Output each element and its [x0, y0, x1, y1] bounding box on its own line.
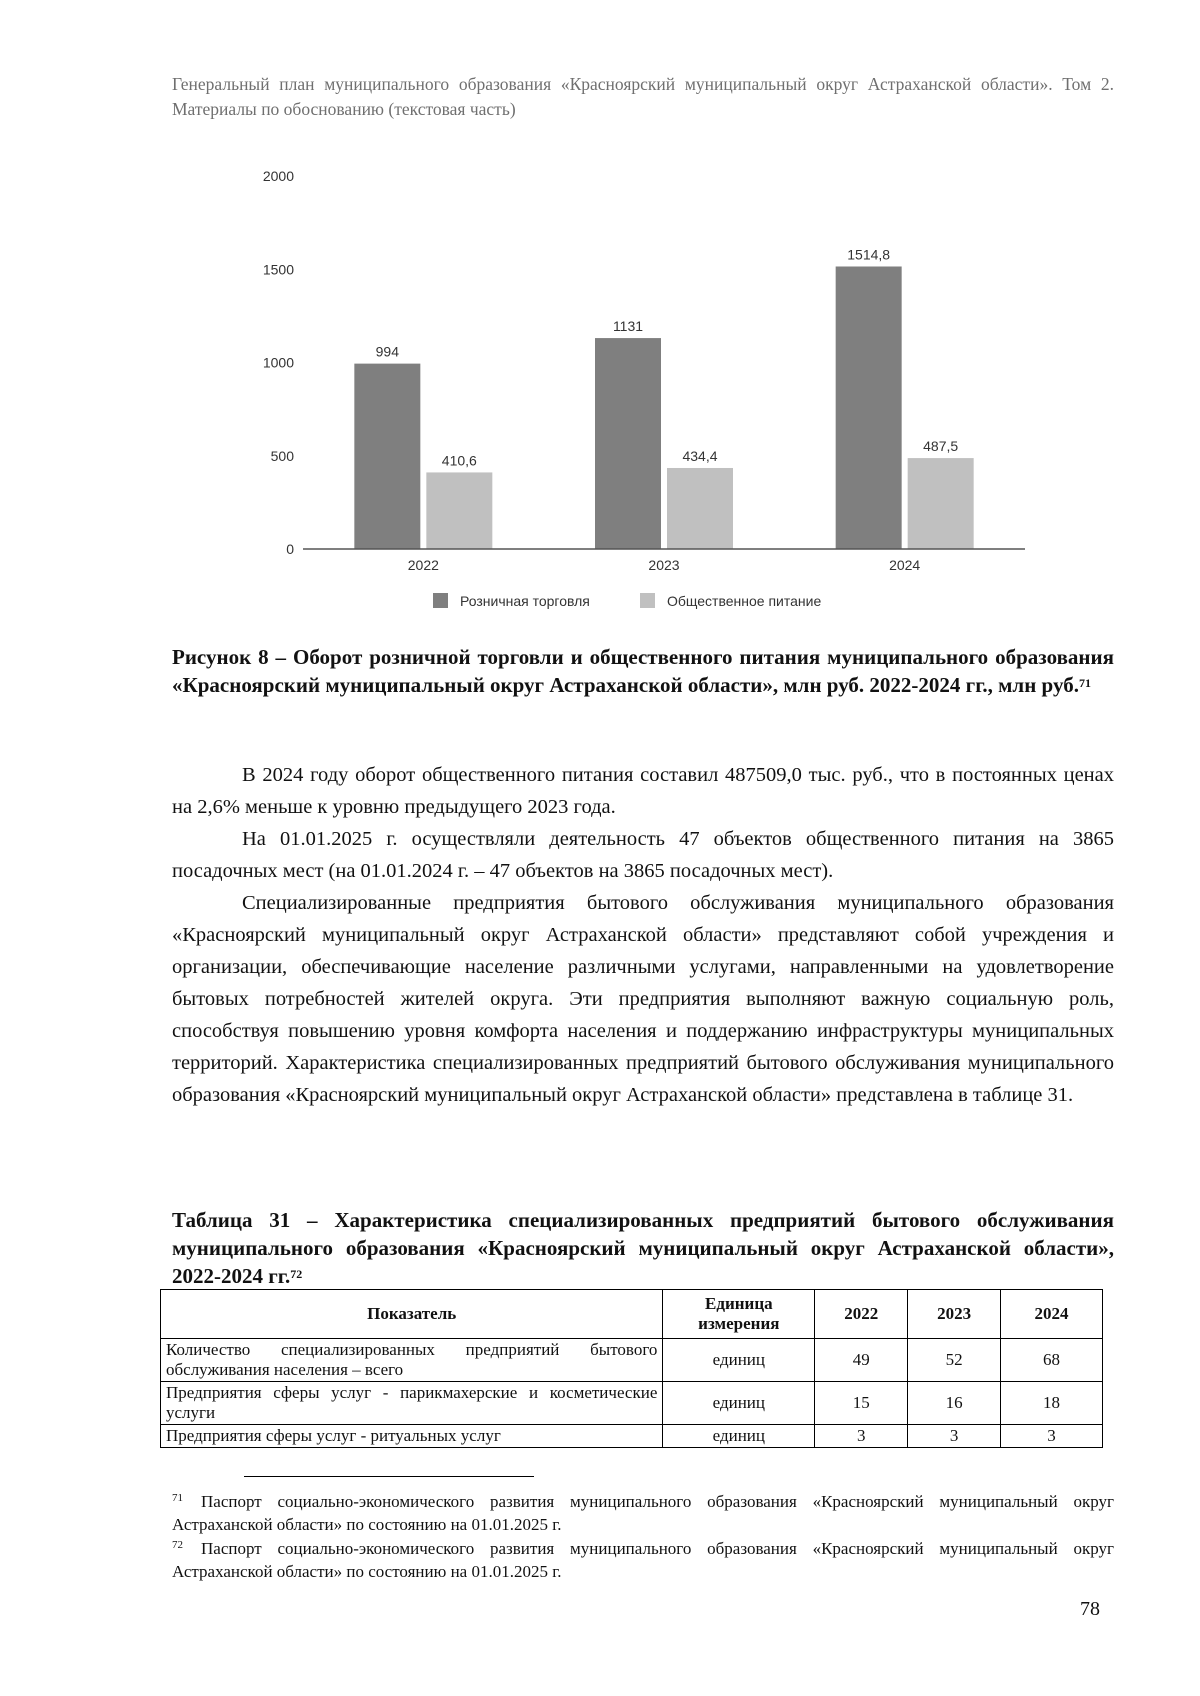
column-header: 2023 — [908, 1290, 1001, 1339]
unit-cell: единиц — [663, 1425, 815, 1448]
footnote — [172, 1490, 1114, 1536]
paragraph: В 2024 году оборот общественного питания составил 487509,0 тыс. руб., что в постоянных ценах на 2,6% меньше к уровню предыдущего 2023 года. — [172, 764, 1114, 818]
value-cell: 3 — [908, 1425, 1001, 1448]
table-caption-text: Таблица 31 – Характеристика специализированных предприятий бытового обслуживания муниципального образования «Красноярский муниципальный округ Астраханской области», 2022-2024 гг. — [172, 1208, 1114, 1288]
table-row — [161, 1382, 1103, 1425]
indicator-cell: Предприятия сферы услуг - парикмахерские и косметические услуги — [161, 1382, 663, 1425]
footnote-number: 72 — [172, 1539, 183, 1551]
body-text — [172, 759, 1114, 1111]
column-header: 2022 — [815, 1290, 908, 1339]
unit-cell: единиц — [663, 1339, 815, 1382]
value-cell: 52 — [908, 1339, 1001, 1382]
data-label: 1131 — [612, 318, 644, 335]
bar — [836, 266, 902, 549]
table-row — [161, 1339, 1103, 1382]
bar — [667, 468, 733, 549]
bar — [908, 458, 974, 549]
running-header: Генеральный план муниципального образования «Красноярский муниципальный округ Астраханской области». Том 2. Материалы по обоснованию (текстовая часть) — [172, 74, 1114, 119]
value-cell: 15 — [815, 1382, 908, 1425]
x-tick-label: 2022 — [407, 557, 439, 573]
value-cell: 16 — [908, 1382, 1001, 1425]
value-cell: 3 — [1001, 1425, 1103, 1448]
table-footnote-ref: 72 — [290, 1267, 303, 1281]
footnote-text: Паспорт социально-экономического развития муниципального образования «Красноярский муниципальный округ Астраханской области» по состоянию на 01.01.2025 г. — [172, 1492, 1114, 1534]
footnote-separator — [244, 1476, 534, 1477]
footnotes — [172, 1490, 1114, 1584]
turnover-bar-chart — [0, 0, 1200, 640]
bar — [354, 364, 420, 549]
table-caption — [172, 1206, 1114, 1290]
value-cell: 49 — [815, 1339, 908, 1382]
data-label: 410,6 — [441, 452, 477, 469]
figure-footnote-ref: 71 — [1078, 676, 1091, 690]
data-table — [160, 1289, 1103, 1448]
y-tick-label: 500 — [270, 447, 294, 464]
legend-swatch — [433, 593, 448, 608]
y-tick-label: 0 — [286, 541, 294, 557]
data-label: 434,4 — [682, 447, 718, 464]
footnote-text: Паспорт социально-экономического развития муниципального образования «Красноярский муниципальный округ Астраханской области» по состоянию на 01.01.2025 г. — [172, 1539, 1114, 1581]
bar — [426, 472, 492, 549]
legend-swatch — [640, 593, 655, 608]
footnote-number: 71 — [172, 1492, 183, 1504]
indicator-cell: Предприятия сферы услуг - ритуальных услуг — [161, 1425, 663, 1448]
indicator-cell: Количество специализированных предприятий бытового обслуживания населения – всего — [161, 1339, 663, 1382]
x-tick-label: 2024 — [889, 557, 921, 573]
figure-caption-text: Рисунок 8 – Оборот розничной торговли и общественного питания муниципального образования «Красноярский муниципальный округ Астраханской области», млн руб. 2022-2024 гг., млн руб. — [172, 645, 1114, 697]
data-label: 1514,8 — [847, 246, 891, 263]
legend-label: Розничная торговля — [460, 593, 590, 609]
legend-label: Общественное питание — [667, 593, 822, 609]
value-cell: 3 — [815, 1425, 908, 1448]
y-tick-label: 1500 — [262, 261, 294, 278]
figure-caption — [172, 643, 1114, 699]
column-header: Единица измерения — [663, 1290, 815, 1339]
paragraph: Специализированные предприятия бытового обслуживания муниципального образования «Красноярский муниципальный округ Астраханской области» представляют собой учреждения и организации, обеспечивающие население различными услугами, направленными на удовлетворение бытовых потребностей жителей округа. Эти предприятия выполняют важную социальную роль, способствуя повышению уровня комфорта населения и поддержанию инфраструктуры муниципальных территорий. Характеристика специализированных предприятий бытового обслуживания муниципального образования «Красноярский муниципальный округ Астраханской области» представлена в таблице 31. — [172, 892, 1114, 1106]
unit-cell: единиц — [663, 1382, 815, 1425]
table-row — [161, 1425, 1103, 1448]
data-label: 994 — [375, 343, 400, 360]
column-header: Показатель — [161, 1290, 663, 1339]
bar — [595, 338, 661, 549]
paragraph: На 01.01.2025 г. осуществляли деятельность 47 объектов общественного питания на 3865 посадочных мест (на 01.01.2024 г. – 47 объектов на 3865 посадочных мест). — [172, 828, 1114, 882]
column-header: 2024 — [1001, 1290, 1103, 1339]
x-tick-label: 2023 — [648, 557, 680, 573]
y-tick-label: 2000 — [262, 168, 294, 184]
data-label: 487,5 — [923, 438, 959, 455]
page-number: 78 — [1080, 1598, 1100, 1620]
value-cell: 68 — [1001, 1339, 1103, 1382]
table-header-row — [161, 1290, 1103, 1339]
value-cell: 18 — [1001, 1382, 1103, 1425]
footnote — [172, 1537, 1114, 1583]
y-tick-label: 1000 — [262, 354, 294, 371]
